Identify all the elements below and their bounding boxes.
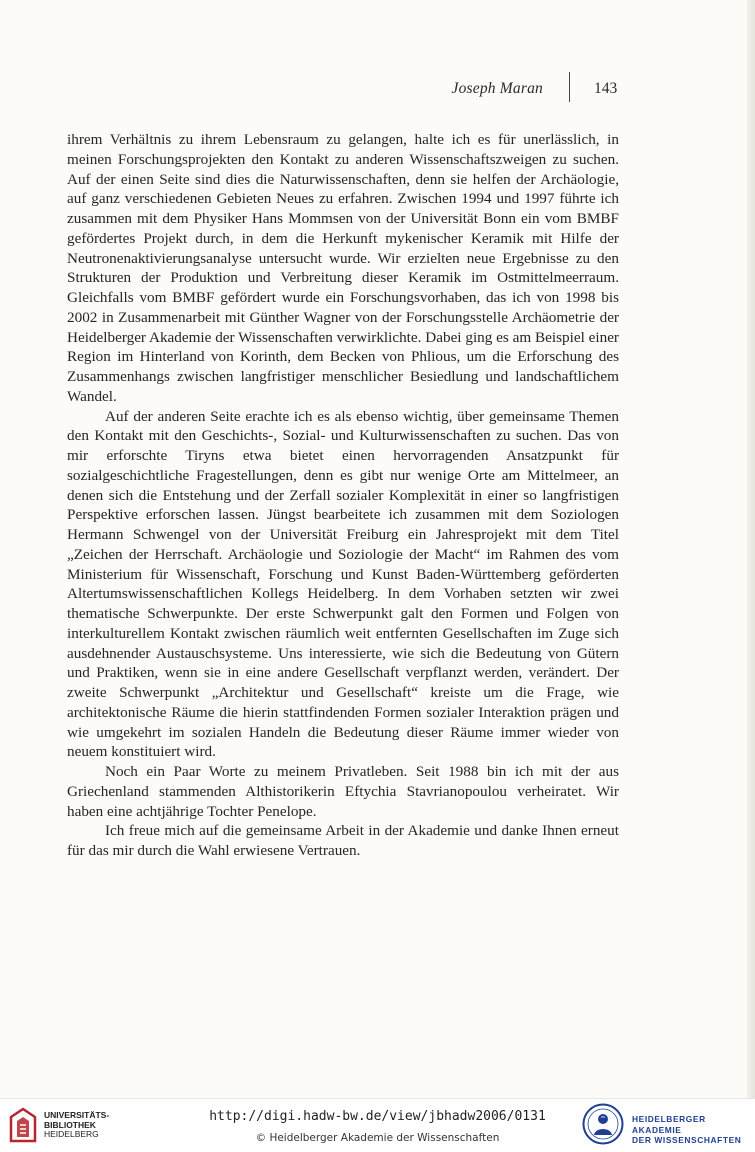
academy-seal-icon: [582, 1103, 624, 1145]
header-author: Joseph Maran: [451, 80, 543, 97]
header-divider: [569, 72, 570, 102]
copyright-notice: © Heidelberger Akademie der Wissenschaften: [255, 1132, 500, 1144]
paragraph: Auf der anderen Seite erachte ich es als ebenso wichtig, über gemeinsame Themen den Kontakt mit den Geschichts-, Sozial- und Kulturwissenschaften zu suchen. Das von mir erforschte Tiryns etwa bietet einen hervorragenden Ansatzpunkt für sozialgeschichtliche Fragestellungen, denn es gibt nur wenige Orte am Mittelmeer, an denen sich die Entstehung und der Zerfall sozialer Komplexität in einer so langfristigen Perspektive erforschen lassen. Jüngst bearbeitete ich zusammen mit dem Soziologen Hermann Schwengel von der Universität Freiburg ein Jahresprojekt mit dem Titel „Zeichen der Herrschaft. Archäologie und Soziologie der Macht“ im Rahmen des vom Ministerium für Wissenschaft, Forschung und Kunst Baden-Württemberg geförderten Altertumswissenschaftlichen Kollegs Heidelberg. In dem Vorhaben setzten wir zwei thematische Schwerpunkte. Der erste Schwerpunkt galt den Formen und Folgen von interkulturellem Kontakt zwischen räumlich weit entfernten Gesellschaften im Zuge sich ausdehnender Austauschsysteme. Uns interessierte, wie sich die Bedeutung von Gütern und Praktiken, wenn sie in eine andere Gesellschaft verpflanzt werden, verändert. Der zweite Schwerpunkt „Architektur und Gesellschaft“ kreiste um die Frage, wie architektonische Räume die hierin stattfindenden Formen sozialer Interaktion prägen und wie umgekehrt im sozialen Handeln die Bedeutung dieser Räume immer wieder von neuem konstituiert wird.: [67, 407, 619, 761]
academy-name: [632, 1114, 755, 1146]
body-text: [67, 130, 619, 861]
academy-name-line: DER WISSENSCHAFTEN: [632, 1135, 742, 1145]
viewer-footer: [0, 1098, 755, 1152]
library-name-line: BIBLIOTHEK: [44, 1119, 96, 1130]
paragraph: Ich freue mich auf die gemeinsame Arbeit in der Akademie und danke Ihnen erneut für das mir durch die Wahl erwiesene Vertrauen.: [67, 822, 619, 859]
permalink-link[interactable]: http://digi.hadw-bw.de/view/jbhadw2006/0131: [209, 1109, 546, 1124]
academy-name-line: HEIDELBERGER AKADEMIE: [632, 1114, 706, 1135]
paragraph: Noch ein Paar Worte zu meinem Privatleben. Seit 1988 bin ich mit der aus Griechenland stammenden Althistorikerin Eftychia Stavrianopoulou verheiratet. Wir haben eine achtjährige Tochter Penelope.: [67, 763, 619, 820]
running-header: [0, 80, 755, 104]
page-edge: [747, 0, 755, 1098]
page-number: 143: [594, 80, 618, 97]
paragraph: ihrem Verhältnis zu ihrem Lebensraum zu gelangen, halte ich es für unerlässlich, in meinen Forschungsprojekten den Kontakt zu anderen Wissenschaftszweigen zu suchen. Auf der einen Seite sind dies die Naturwissenschaften, denn sie helfen der Archäologie, auf ganz verschiedenen Gebieten Neues zu erfahren. Zwischen 1994 und 1997 führte ich zusammen mit dem Physiker Hans Mommsen von der Universität Bonn ein vom BMBF gefördertes Projekt durch, in dem die Herkunft mykenischer Keramik mit Hilfe der Neutronenaktivierungsanalyse untersucht wurde. Wir erzielten neue Ergebnisse zu den Strukturen der Produktion und Verbreitung dieser Keramik im Ostmittelmeerraum. Gleichfalls vom BMBF gefördert wurde ein Forschungsvorhaben, das ich von 1998 bis 2002 in Zusammenarbeit mit Günther Wagner von der Forschungsstelle Archäometrie der Heidelberger Akademie der Wissenschaften verwirklichte. Dabei ging es am Beispiel einer Region im Hinterland von Korinth, dem Becken von Phlious, um die Erforschung des Zusammenhangs zwischen langfristiger menschlicher Besiedlung und landschaftlichem Wandel.: [67, 131, 619, 405]
library-name-line: HEIDELBERG: [44, 1129, 99, 1139]
library-name-line: UNIVERSITÄTS-: [44, 1110, 110, 1120]
